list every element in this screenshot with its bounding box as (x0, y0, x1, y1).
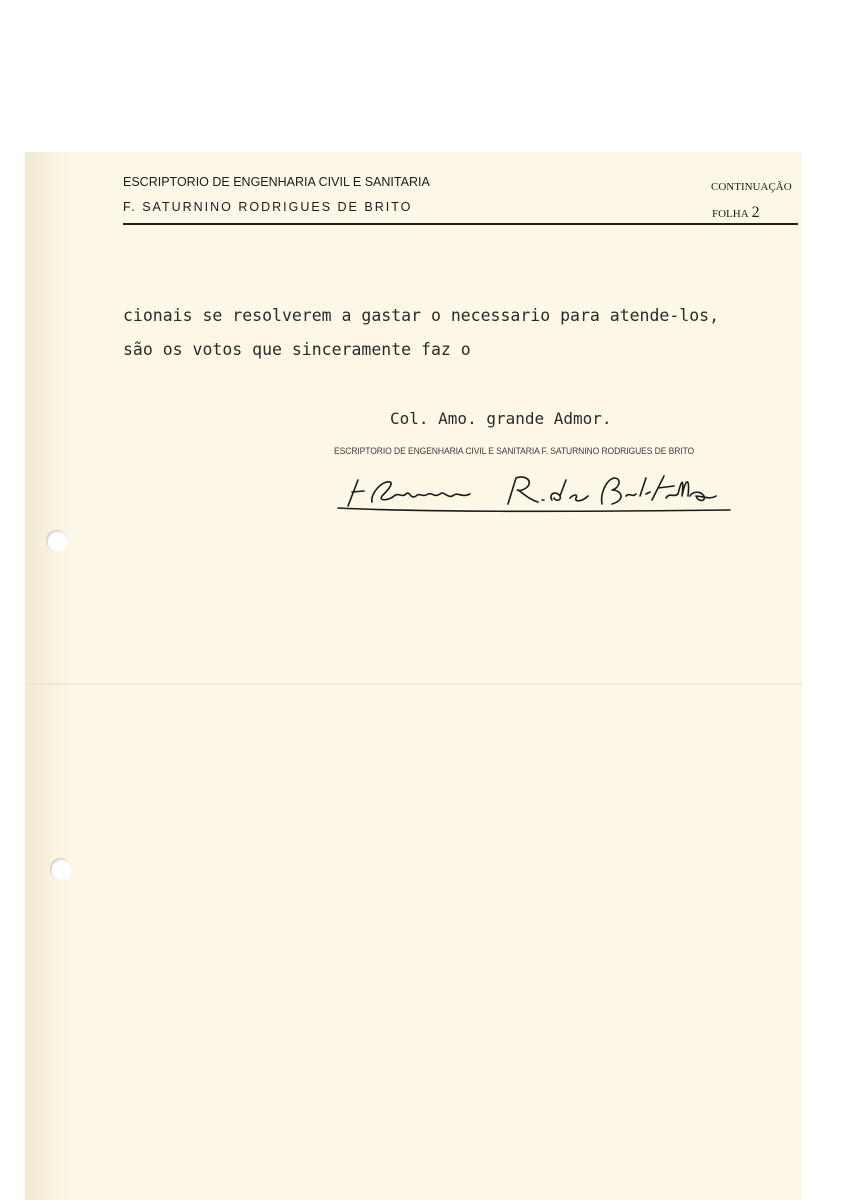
continuation-label: CONTINUAÇÃO (711, 181, 792, 193)
letterhead-company: ESCRIPTORIO DE ENGENHARIA CIVIL E SANITARIA (123, 175, 430, 189)
folha-number: 2 (751, 204, 760, 221)
folha-indicator (712, 204, 760, 222)
company-stamp: ESCRIPTORIO DE ENGENHARIA CIVIL E SANITARIA F. SATURNINO RODRIGUES DE BRITO (334, 446, 695, 456)
body-line-1: cionais se resolverem a gastar o necessario para atende-los, (123, 306, 720, 325)
closing-salutation: Col. Amo. grande Admor. (390, 409, 612, 428)
header-rule (123, 223, 798, 225)
letterhead-name: F. SATURNINO RODRIGUES DE BRITO (123, 200, 413, 214)
sheet-shadow-edge (26, 152, 72, 1200)
punch-hole-bottom (50, 858, 72, 880)
body-line-2: são os votos que sinceramente faz o (123, 340, 471, 359)
handwritten-signature (330, 466, 740, 530)
paper-fold-line (26, 683, 802, 685)
punch-hole-top (46, 530, 68, 552)
folha-label: FOLHA (712, 208, 749, 220)
